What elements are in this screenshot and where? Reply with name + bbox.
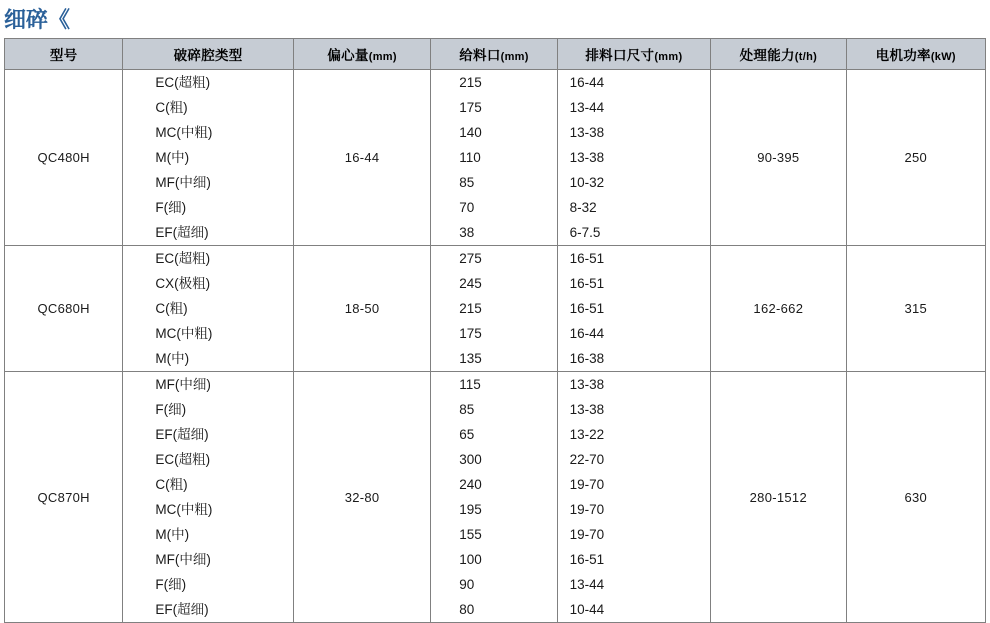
cell-model: QC870H	[5, 372, 123, 623]
cell-motor-power: 630	[846, 372, 985, 623]
page-title	[0, 0, 990, 38]
table-row	[5, 246, 986, 372]
cell-discharge-size: 16-51 16-51 16-51 16-44 16-38	[557, 246, 710, 372]
column-header-eccentricity: 偏心量(mm)	[293, 39, 430, 70]
cell-eccentricity: 32-80	[293, 372, 430, 623]
cell-feed-opening: 215 175 140 110 85 70 38	[431, 70, 557, 246]
cell-eccentricity: 18-50	[293, 246, 430, 372]
cell-capacity: 90-395	[711, 70, 846, 246]
column-header-capacity: 处理能力(t/h)	[711, 39, 846, 70]
table-body	[5, 70, 986, 623]
cell-eccentricity: 16-44	[293, 70, 430, 246]
cell-chamber-types: EC(超粗) C(粗) MC(中粗) M(中) MF(中细) F(细) EF(超细)	[123, 70, 294, 246]
page-title-text: 细碎	[4, 7, 49, 32]
cell-model: QC480H	[5, 70, 123, 246]
cell-chamber-types: MF(中细) F(细) EF(超细) EC(超粗) C(粗) MC(中粗) M(中) MF(中细) F(细) EF(超细)	[123, 372, 294, 623]
cell-discharge-size: 13-38 13-38 13-22 22-70 19-70 19-70 19-70 16-51 13-44 10-44	[557, 372, 710, 623]
column-header-model: 型号	[5, 39, 123, 70]
table-header	[5, 39, 986, 70]
crusher-spec-table	[4, 38, 986, 623]
cell-capacity: 162-662	[711, 246, 846, 372]
cell-feed-opening: 275 245 215 175 135	[431, 246, 557, 372]
table-header-row	[5, 39, 986, 70]
column-header-motor-power: 电机功率(kW)	[846, 39, 985, 70]
cell-model: QC680H	[5, 246, 123, 372]
cell-motor-power: 250	[846, 70, 985, 246]
cell-feed-opening: 115 85 65 300 240 195 155 100 90 80	[431, 372, 557, 623]
cell-discharge-size: 16-44 13-44 13-38 13-38 10-32 8-32 6-7.5	[557, 70, 710, 246]
table-row	[5, 70, 986, 246]
cell-chamber-types: EC(超粗) CX(极粗) C(粗) MC(中粗) M(中)	[123, 246, 294, 372]
column-header-chamber-type: 破碎腔类型	[123, 39, 294, 70]
table-row	[5, 372, 986, 623]
cell-capacity: 280-1512	[711, 372, 846, 623]
column-header-feed-opening: 给料口(mm)	[431, 39, 557, 70]
page-title-mark: 《	[48, 7, 71, 32]
column-header-discharge-size: 排料口尺寸(mm)	[557, 39, 710, 70]
cell-motor-power: 315	[846, 246, 985, 372]
